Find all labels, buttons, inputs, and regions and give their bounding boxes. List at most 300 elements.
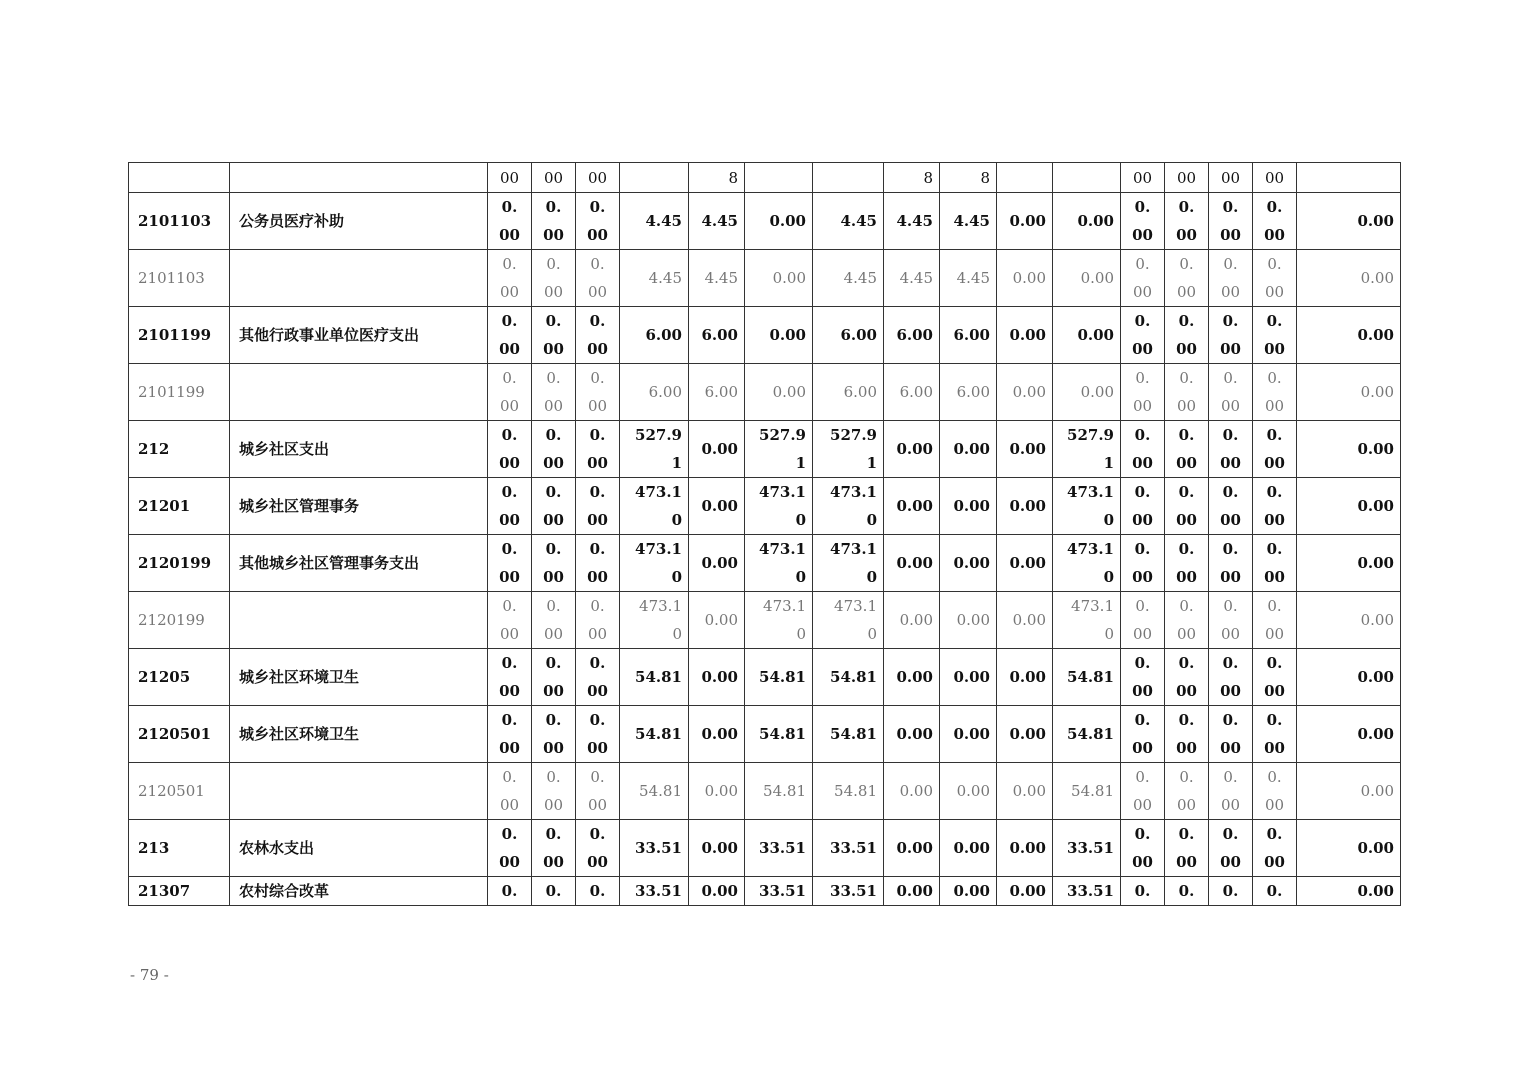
item-code: 213 xyxy=(129,820,230,877)
value-cell xyxy=(576,421,620,478)
value-line: 0. xyxy=(1134,198,1151,216)
item-code: 21307 xyxy=(129,877,230,906)
item-name: 城乡社区管理事务 xyxy=(230,478,488,535)
value-cell xyxy=(1121,706,1165,763)
value-cell xyxy=(1053,592,1121,649)
value-line: 0. xyxy=(1266,312,1283,330)
value-line: 0.00 xyxy=(701,668,738,686)
value-cell xyxy=(689,307,745,364)
item-code: 2120501 xyxy=(129,706,230,763)
value-line: 0. xyxy=(1266,882,1283,900)
table-row xyxy=(129,193,1401,250)
value-cell xyxy=(1253,706,1297,763)
value-line: 54.81 xyxy=(639,782,682,800)
value-line: 0. xyxy=(589,198,606,216)
value-cell xyxy=(488,421,532,478)
value-line: 54.81 xyxy=(830,668,877,686)
value-line: 0. xyxy=(1266,825,1283,843)
value-line: 0 xyxy=(795,568,806,586)
value-line: 00 xyxy=(1220,511,1241,529)
item-name: 其他行政事业单位医疗支出 xyxy=(230,307,488,364)
value-cell xyxy=(997,250,1053,307)
value-line: 0. xyxy=(546,597,561,615)
value-cell xyxy=(1297,820,1401,877)
value-line: 0. xyxy=(1222,711,1239,729)
value-cell xyxy=(1297,250,1401,307)
value-line: 00 xyxy=(1132,568,1153,586)
value-line: 0. xyxy=(1179,255,1194,273)
value-line: 0. xyxy=(502,255,517,273)
value-line: 0.00 xyxy=(1012,611,1046,629)
value-line: 0. xyxy=(501,711,518,729)
value-line: 0.00 xyxy=(953,440,990,458)
value-line: 00 xyxy=(1176,853,1197,871)
value-cell xyxy=(997,706,1053,763)
value-line: 0. xyxy=(1266,198,1283,216)
value-line: 00 xyxy=(1264,340,1285,358)
value-line: 0.00 xyxy=(772,383,806,401)
value-line: 00 xyxy=(499,283,520,301)
value-line: 0. xyxy=(502,597,517,615)
value-line: 0. xyxy=(502,768,517,786)
value-line: 0.00 xyxy=(1009,440,1046,458)
value-line: 0. xyxy=(1135,768,1150,786)
value-cell xyxy=(940,163,997,193)
value-cell xyxy=(940,364,997,421)
value-cell xyxy=(532,163,576,193)
value-line: 00 xyxy=(1220,853,1241,871)
value-line: 54.81 xyxy=(834,782,877,800)
value-cell xyxy=(1121,421,1165,478)
value-line: 0. xyxy=(545,654,562,672)
value-line: 00 xyxy=(1132,283,1153,301)
value-line: 0. xyxy=(1222,825,1239,843)
value-cell xyxy=(1165,820,1209,877)
value-line: 0. xyxy=(1179,369,1194,387)
value-cell xyxy=(689,478,745,535)
value-cell xyxy=(884,592,940,649)
value-cell xyxy=(1253,877,1297,906)
value-line: 0. xyxy=(1266,540,1283,558)
value-line: 0.00 xyxy=(1012,782,1046,800)
value-cell xyxy=(745,592,813,649)
value-cell xyxy=(1209,250,1253,307)
value-line: 0.00 xyxy=(704,782,738,800)
value-line: 0. xyxy=(590,597,605,615)
value-line: 0.00 xyxy=(1357,554,1394,572)
value-cell xyxy=(1165,535,1209,592)
value-cell xyxy=(745,250,813,307)
value-line: 54.81 xyxy=(830,725,877,743)
value-line: 00 xyxy=(1132,739,1153,757)
value-cell xyxy=(1297,364,1401,421)
value-cell xyxy=(532,307,576,364)
table-row xyxy=(129,163,1401,193)
value-cell xyxy=(576,478,620,535)
value-cell xyxy=(620,649,689,706)
value-line: 6.00 xyxy=(953,326,990,344)
value-line: 33.51 xyxy=(759,839,806,857)
value-line: 527.9 xyxy=(759,426,806,444)
value-line: 0.00 xyxy=(899,611,933,629)
value-line: 0. xyxy=(589,654,606,672)
value-cell xyxy=(813,649,884,706)
value-line: 0 xyxy=(672,625,682,643)
value-line: 0. xyxy=(1134,654,1151,672)
item-name xyxy=(230,163,488,193)
value-line: 0. xyxy=(1134,483,1151,501)
value-cell xyxy=(620,535,689,592)
value-cell xyxy=(940,649,997,706)
value-line: 00 xyxy=(587,625,608,643)
value-cell xyxy=(620,250,689,307)
value-line: 00 xyxy=(1264,283,1285,301)
value-line: 473.1 xyxy=(1067,483,1114,501)
value-line: 0.00 xyxy=(704,611,738,629)
value-cell xyxy=(689,820,745,877)
item-code: 2120501 xyxy=(129,763,230,820)
value-line: 0. xyxy=(1267,597,1282,615)
value-line: 0. xyxy=(1267,255,1282,273)
table-row xyxy=(129,421,1401,478)
value-cell xyxy=(884,478,940,535)
value-line: 4.45 xyxy=(840,212,877,230)
value-line: 0. xyxy=(1178,426,1195,444)
value-cell xyxy=(940,250,997,307)
value-cell xyxy=(1121,649,1165,706)
value-cell xyxy=(620,421,689,478)
value-cell xyxy=(689,592,745,649)
value-cell xyxy=(1253,250,1297,307)
value-cell xyxy=(1053,364,1121,421)
table-row xyxy=(129,307,1401,364)
value-cell xyxy=(488,364,532,421)
value-line: 00 xyxy=(1176,397,1197,415)
value-line: 0. xyxy=(1178,540,1195,558)
item-code: 2120199 xyxy=(129,592,230,649)
value-cell xyxy=(689,706,745,763)
value-line: 0. xyxy=(1222,654,1239,672)
value-line: 0.00 xyxy=(701,554,738,572)
value-line: 00 xyxy=(1176,511,1197,529)
value-cell xyxy=(940,592,997,649)
value-line: 00 xyxy=(543,397,564,415)
value-line: 0. xyxy=(1178,882,1195,900)
value-cell xyxy=(813,364,884,421)
value-line: 0. xyxy=(589,540,606,558)
value-cell xyxy=(1053,649,1121,706)
value-line: 00 xyxy=(499,226,520,244)
value-cell xyxy=(1165,763,1209,820)
value-line: 0.00 xyxy=(1012,269,1046,287)
value-line: 0. xyxy=(545,483,562,501)
value-line: 00 xyxy=(1220,739,1241,757)
value-cell xyxy=(1253,592,1297,649)
value-cell xyxy=(1121,877,1165,906)
value-cell xyxy=(1209,820,1253,877)
value-line: 00 xyxy=(1220,682,1241,700)
value-line: 0. xyxy=(589,483,606,501)
value-line: 00 xyxy=(1264,682,1285,700)
item-name xyxy=(230,763,488,820)
value-line: 00 xyxy=(1176,283,1197,301)
value-cell xyxy=(1297,163,1401,193)
value-line: 473.1 xyxy=(635,540,682,558)
value-line: 0. xyxy=(1179,597,1194,615)
value-line: 00 xyxy=(1220,454,1241,472)
item-code: 21205 xyxy=(129,649,230,706)
value-cell xyxy=(1053,706,1121,763)
value-cell xyxy=(1121,535,1165,592)
value-line: 0. xyxy=(545,426,562,444)
value-line: 0.00 xyxy=(1077,326,1114,344)
value-cell xyxy=(997,163,1053,193)
value-line: 1 xyxy=(866,454,877,472)
item-name: 农村综合改革 xyxy=(230,877,488,906)
value-cell xyxy=(689,649,745,706)
value-line: 0.00 xyxy=(1080,269,1114,287)
value-cell xyxy=(1053,421,1121,478)
table-row xyxy=(129,535,1401,592)
value-line: 4.45 xyxy=(953,212,990,230)
value-line: 0.00 xyxy=(1357,212,1394,230)
item-code: 212 xyxy=(129,421,230,478)
item-code: 2120199 xyxy=(129,535,230,592)
value-line: 0 xyxy=(796,625,806,643)
value-cell xyxy=(1253,535,1297,592)
value-line: 00 xyxy=(543,796,564,814)
table-body xyxy=(129,163,1401,906)
value-cell xyxy=(1253,364,1297,421)
value-line: 0. xyxy=(1266,483,1283,501)
value-line: 00 xyxy=(1132,168,1153,187)
value-cell xyxy=(1209,193,1253,250)
value-line: 0.00 xyxy=(1357,440,1394,458)
value-line: 33.51 xyxy=(1067,839,1114,857)
value-cell xyxy=(1297,307,1401,364)
value-cell xyxy=(1121,592,1165,649)
value-line: 00 xyxy=(543,682,564,700)
value-cell xyxy=(997,763,1053,820)
value-cell xyxy=(745,820,813,877)
value-line: 00 xyxy=(1132,853,1153,871)
value-line: 0.00 xyxy=(769,212,806,230)
value-line: 54.81 xyxy=(1067,668,1114,686)
value-line: 473.1 xyxy=(759,540,806,558)
value-line: 0.00 xyxy=(1012,383,1046,401)
value-line: 0. xyxy=(1223,369,1238,387)
value-line: 473.1 xyxy=(763,597,806,615)
table-row xyxy=(129,649,1401,706)
value-cell xyxy=(1053,820,1121,877)
value-cell xyxy=(1165,307,1209,364)
value-cell xyxy=(1121,163,1165,193)
value-line: 0.00 xyxy=(1357,668,1394,686)
value-line: 0.00 xyxy=(1009,554,1046,572)
value-cell xyxy=(620,877,689,906)
value-cell xyxy=(1165,478,1209,535)
value-line: 0.00 xyxy=(1357,497,1394,515)
value-line: 0. xyxy=(501,825,518,843)
value-line: 0 xyxy=(1103,568,1114,586)
value-cell xyxy=(488,877,532,906)
value-line: 33.51 xyxy=(1067,882,1114,900)
value-cell xyxy=(532,478,576,535)
value-cell xyxy=(813,535,884,592)
value-cell xyxy=(1253,163,1297,193)
value-line: 00 xyxy=(1220,397,1241,415)
value-cell xyxy=(884,763,940,820)
value-line: 00 xyxy=(1132,340,1153,358)
value-line: 6.00 xyxy=(645,326,682,344)
value-line: 4.45 xyxy=(956,269,990,287)
table-row xyxy=(129,820,1401,877)
value-cell xyxy=(532,706,576,763)
item-code: 2101199 xyxy=(129,364,230,421)
value-cell xyxy=(997,592,1053,649)
value-line: 527.9 xyxy=(830,426,877,444)
value-line: 00 xyxy=(587,397,608,415)
value-cell xyxy=(576,592,620,649)
value-cell xyxy=(997,193,1053,250)
value-cell xyxy=(745,535,813,592)
value-line: 473.1 xyxy=(830,540,877,558)
value-cell xyxy=(940,706,997,763)
value-line: 00 xyxy=(1220,625,1241,643)
value-cell xyxy=(1297,649,1401,706)
value-cell xyxy=(1297,193,1401,250)
value-line: 33.51 xyxy=(830,839,877,857)
item-code: 2101199 xyxy=(129,307,230,364)
value-line: 0. xyxy=(1135,597,1150,615)
value-line: 00 xyxy=(1176,454,1197,472)
value-line: 0. xyxy=(1222,882,1239,900)
value-cell xyxy=(1053,307,1121,364)
value-cell xyxy=(488,535,532,592)
value-line: 33.51 xyxy=(759,882,806,900)
value-cell xyxy=(689,877,745,906)
value-cell xyxy=(1209,763,1253,820)
item-name: 城乡社区环境卫生 xyxy=(230,706,488,763)
value-cell xyxy=(884,163,940,193)
value-cell xyxy=(576,763,620,820)
value-line: 0. xyxy=(1178,825,1195,843)
value-line: 4.45 xyxy=(648,269,682,287)
value-cell xyxy=(745,877,813,906)
value-line: 00 xyxy=(1176,568,1197,586)
value-cell xyxy=(1297,592,1401,649)
value-line: 00 xyxy=(1176,625,1197,643)
value-line: 0.00 xyxy=(701,497,738,515)
value-line: 00 xyxy=(499,397,520,415)
value-line: 00 xyxy=(1176,796,1197,814)
value-cell xyxy=(532,421,576,478)
value-cell xyxy=(1253,763,1297,820)
value-line: 0.00 xyxy=(953,725,990,743)
value-cell xyxy=(997,649,1053,706)
value-cell xyxy=(488,193,532,250)
value-cell xyxy=(940,763,997,820)
value-line: 0.00 xyxy=(956,611,990,629)
value-line: 8 xyxy=(923,168,933,187)
value-cell xyxy=(1121,820,1165,877)
value-cell xyxy=(1053,877,1121,906)
value-line: 00 xyxy=(1264,168,1285,187)
value-line: 0.00 xyxy=(953,882,990,900)
item-name xyxy=(230,592,488,649)
value-line: 0. xyxy=(1134,426,1151,444)
value-line: 6.00 xyxy=(840,326,877,344)
value-cell xyxy=(1209,163,1253,193)
value-line: 00 xyxy=(1132,397,1153,415)
item-name: 公务员医疗补助 xyxy=(230,193,488,250)
value-line: 0.00 xyxy=(896,725,933,743)
value-line: 0 xyxy=(671,511,682,529)
value-line: 0. xyxy=(501,654,518,672)
value-cell xyxy=(940,820,997,877)
value-line: 1 xyxy=(1103,454,1114,472)
value-line: 0. xyxy=(501,312,518,330)
value-cell xyxy=(813,706,884,763)
value-cell xyxy=(1121,364,1165,421)
value-cell xyxy=(813,820,884,877)
value-line: 0. xyxy=(1222,312,1239,330)
value-cell xyxy=(689,421,745,478)
item-name: 其他城乡社区管理事务支出 xyxy=(230,535,488,592)
value-line: 6.00 xyxy=(704,383,738,401)
value-line: 0.00 xyxy=(772,269,806,287)
value-line: 00 xyxy=(587,739,608,757)
value-cell xyxy=(1253,193,1297,250)
value-cell xyxy=(813,763,884,820)
value-line: 473.1 xyxy=(1067,540,1114,558)
value-cell xyxy=(884,364,940,421)
value-line: 0.00 xyxy=(1357,839,1394,857)
value-line: 4.45 xyxy=(899,269,933,287)
value-line: 0.00 xyxy=(1357,725,1394,743)
value-line: 0.00 xyxy=(953,554,990,572)
value-line: 0.00 xyxy=(1360,269,1394,287)
value-line: 0.00 xyxy=(896,839,933,857)
value-line: 00 xyxy=(499,454,520,472)
value-cell xyxy=(1165,364,1209,421)
value-line: 00 xyxy=(1176,739,1197,757)
value-cell xyxy=(620,307,689,364)
value-cell xyxy=(1297,763,1401,820)
value-cell xyxy=(1297,706,1401,763)
value-cell xyxy=(997,877,1053,906)
value-line: 1 xyxy=(795,454,806,472)
value-line: 00 xyxy=(1132,682,1153,700)
value-line: 527.9 xyxy=(635,426,682,444)
value-cell xyxy=(940,877,997,906)
value-line: 0. xyxy=(1267,768,1282,786)
value-cell xyxy=(1209,877,1253,906)
value-cell xyxy=(488,649,532,706)
value-line: 0.00 xyxy=(956,782,990,800)
value-cell xyxy=(488,763,532,820)
value-cell xyxy=(813,877,884,906)
item-name xyxy=(230,364,488,421)
value-line: 0. xyxy=(545,540,562,558)
value-line: 0. xyxy=(501,540,518,558)
value-line: 0.00 xyxy=(953,839,990,857)
value-cell xyxy=(940,421,997,478)
value-cell xyxy=(576,820,620,877)
value-cell xyxy=(689,163,745,193)
value-line: 0. xyxy=(1266,426,1283,444)
value-cell xyxy=(997,364,1053,421)
